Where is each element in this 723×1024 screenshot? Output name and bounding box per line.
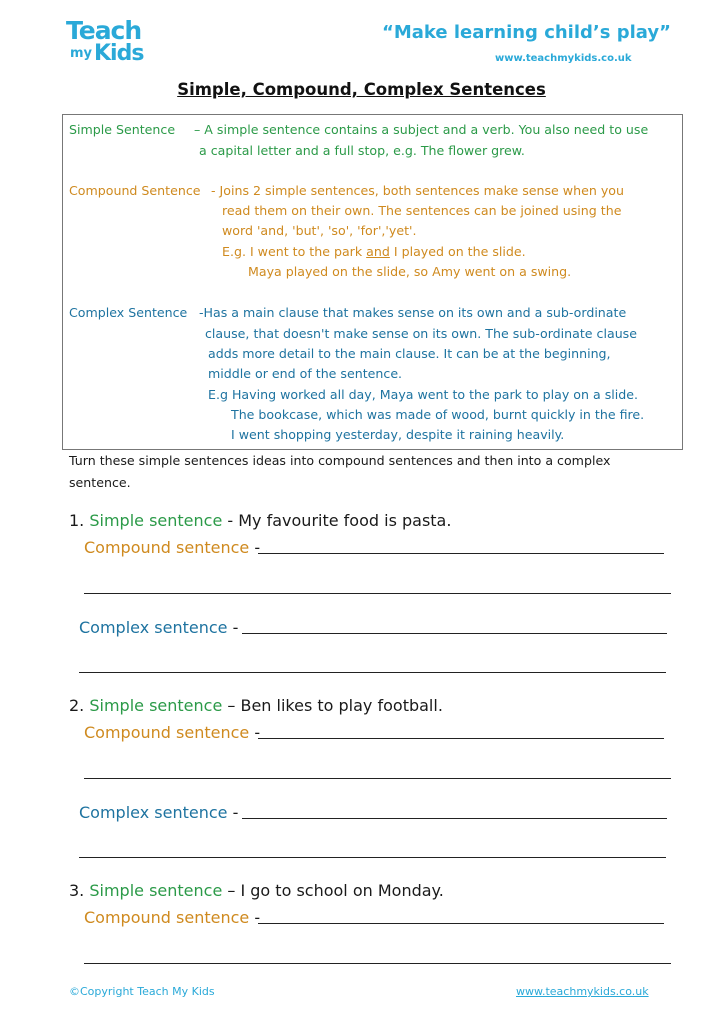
exercise-3-compound-label: [84, 908, 260, 927]
exercise-1-compound-label: [84, 538, 260, 557]
complex-def-line-1: -Has a main clause that makes sense on its own and a sub-ordinate: [199, 305, 627, 320]
complex-example-3: I went shopping yesterday, despite it raining heavily.: [231, 427, 565, 442]
tagline: “Make learning child’s play”: [382, 22, 671, 43]
simple-sentence-text: – I go to school on Monday.: [222, 881, 444, 900]
simple-sentence-label: Simple sentence: [89, 696, 223, 715]
exercise-number: 1.: [69, 511, 85, 530]
exercise-2-complex-label: [79, 803, 238, 822]
answer-line[interactable]: [79, 672, 666, 673]
exercise-1-complex-label: [79, 618, 238, 637]
simple-sentence-label: Simple sentence: [89, 881, 223, 900]
simple-def-line-1: – A simple sentence contains a subject and a verb. You also need to use: [194, 122, 649, 137]
complex-sentence-term: Complex Sentence: [69, 305, 188, 320]
logo-word-my: my: [70, 46, 93, 61]
simple-def-line-2: a capital letter and a full stop, e.g. The flower grew.: [199, 143, 525, 158]
header-website-link[interactable]: www.teachmykids.co.uk: [495, 53, 632, 64]
exercise-number: 2.: [69, 696, 85, 715]
compound-sentence-label: Compound sentence: [84, 538, 250, 557]
complex-def-line-3: adds more detail to the main clause. It can be at the beginning,: [208, 346, 611, 361]
compound-def-line-3: word 'and, 'but', 'so', 'for','yet'.: [222, 223, 417, 238]
compound-sentence-label: Compound sentence: [84, 908, 250, 927]
compound-def-line-1: - Joins 2 simple sentences, both sentences make sense when you: [211, 183, 624, 198]
answer-line[interactable]: [242, 633, 667, 634]
exercise-number: 3.: [69, 881, 85, 900]
complex-example-2: The bookcase, which was made of wood, burnt quickly in the fire.: [231, 407, 645, 422]
complex-def-line-2: clause, that doesn't make sense on its own. The sub-ordinate clause: [205, 326, 637, 341]
exercise-2-compound-label: [84, 723, 260, 742]
page-title: Simple, Compound, Complex Sentences: [177, 80, 546, 99]
logo-word-teach: Teach: [66, 16, 142, 45]
label-dash: -: [249, 723, 261, 742]
compound-example-suffix: I played on the slide.: [389, 244, 526, 259]
compound-sentence-term: Compound Sentence: [69, 183, 201, 198]
complex-def-line-4: middle or end of the sentence.: [208, 366, 403, 381]
label-dash: -: [227, 618, 239, 637]
label-dash: -: [249, 908, 261, 927]
logo-word-kids: Kids: [94, 41, 144, 66]
answer-line[interactable]: [84, 778, 671, 779]
simple-sentence-term: Simple Sentence: [69, 122, 176, 137]
complex-sentence-label: Complex sentence: [79, 618, 228, 637]
simple-sentence-text: - My favourite food is pasta.: [222, 511, 452, 530]
compound-def-line-2: read them on their own. The sentences can be joined using the: [222, 203, 622, 218]
answer-line[interactable]: [258, 738, 664, 739]
answer-line[interactable]: [84, 593, 671, 594]
exercise-3-prompt: [69, 881, 444, 900]
answer-line[interactable]: [79, 857, 666, 858]
answer-line[interactable]: [84, 963, 671, 964]
footer-website-link[interactable]: www.teachmykids.co.uk: [516, 985, 649, 998]
compound-example-1: [222, 244, 526, 259]
exercise-1-prompt: [69, 511, 451, 530]
instructions-line-2: sentence.: [69, 475, 131, 490]
answer-line[interactable]: [258, 923, 664, 924]
exercise-2-prompt: [69, 696, 443, 715]
answer-line[interactable]: [258, 553, 664, 554]
complex-example-1: E.g Having worked all day, Maya went to the park to play on a slide.: [208, 387, 638, 402]
simple-sentence-text: – Ben likes to play football.: [222, 696, 443, 715]
compound-example-prefix: E.g. I went to the park: [222, 244, 367, 259]
label-dash: -: [249, 538, 261, 557]
complex-sentence-label: Complex sentence: [79, 803, 228, 822]
compound-sentence-label: Compound sentence: [84, 723, 250, 742]
compound-example-2: Maya played on the slide, so Amy went on a swing.: [248, 264, 572, 279]
simple-sentence-label: Simple sentence: [89, 511, 223, 530]
teach-my-kids-logo: [62, 14, 166, 74]
footer-copyright: ©Copyright Teach My Kids: [69, 985, 215, 998]
label-dash: -: [227, 803, 239, 822]
instructions-line-1: Turn these simple sentences ideas into compound sentences and then into a complex: [69, 453, 611, 468]
compound-example-conjunction: and: [366, 244, 390, 259]
answer-line[interactable]: [242, 818, 667, 819]
